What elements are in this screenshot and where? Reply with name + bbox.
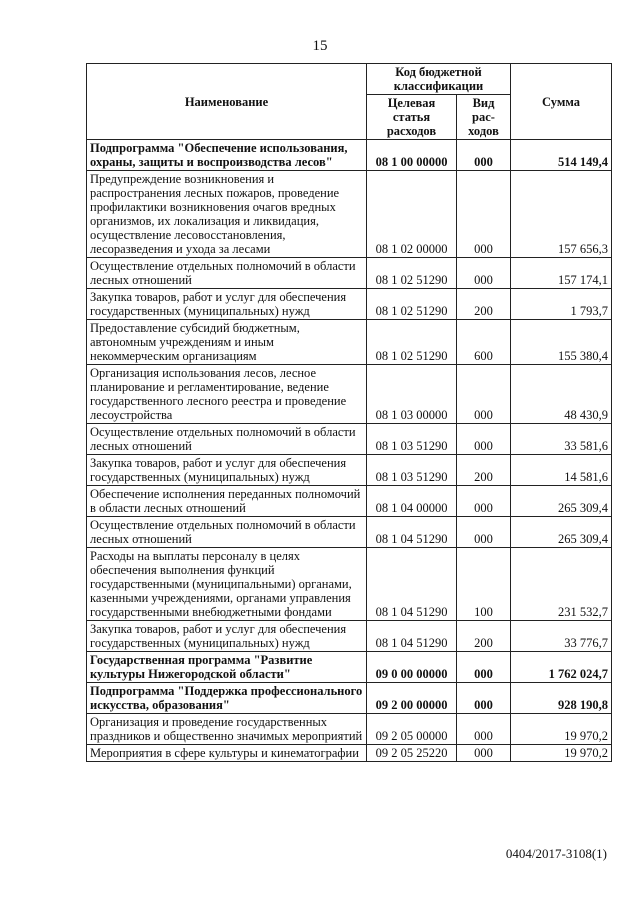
row-name: Подпрограмма "Поддержка профессионального искусства, образования": [87, 683, 367, 714]
row-expense-type: 000: [457, 683, 511, 714]
budget-table: [86, 63, 612, 762]
table-row: [87, 455, 612, 486]
header-name: Наименование: [87, 64, 367, 140]
table-row: [87, 289, 612, 320]
row-target-article: 09 2 05 00000: [367, 714, 457, 745]
row-target-article: 08 1 02 51290: [367, 320, 457, 365]
table-row: [87, 140, 612, 171]
row-sum: 33 581,6: [511, 424, 612, 455]
row-target-article: 09 2 00 00000: [367, 683, 457, 714]
table-row: [87, 652, 612, 683]
row-expense-type: 000: [457, 171, 511, 258]
table-row: [87, 171, 612, 258]
row-name: Организация и проведение государственных праздников и общественно значимых мероприятий: [87, 714, 367, 745]
row-target-article: 09 2 05 25220: [367, 745, 457, 762]
row-expense-type: 000: [457, 258, 511, 289]
row-name: Закупка товаров, работ и услуг для обеспечения государственных (муниципальных) нужд: [87, 455, 367, 486]
table-row: [87, 517, 612, 548]
row-sum: 1 793,7: [511, 289, 612, 320]
row-expense-type: 000: [457, 365, 511, 424]
table-row: [87, 714, 612, 745]
row-target-article: 08 1 04 51290: [367, 548, 457, 621]
row-name: Расходы на выплаты персоналу в целях обеспечения выполнения функций государственными (муниципальными) органами, казенными учреждениями, органами управления государственными внебюджетными фондами: [87, 548, 367, 621]
row-sum: 231 532,7: [511, 548, 612, 621]
table-row: [87, 365, 612, 424]
row-sum: 155 380,4: [511, 320, 612, 365]
row-expense-type: 200: [457, 621, 511, 652]
row-sum: 14 581,6: [511, 455, 612, 486]
row-name: Государственная программа "Развитие культуры Нижегородской области": [87, 652, 367, 683]
table-row: [87, 621, 612, 652]
row-target-article: 09 0 00 00000: [367, 652, 457, 683]
header-target-article: Целевая статья расходов: [367, 95, 457, 140]
row-sum: 514 149,4: [511, 140, 612, 171]
row-sum: 265 309,4: [511, 486, 612, 517]
row-target-article: 08 1 02 51290: [367, 289, 457, 320]
row-target-article: 08 1 02 00000: [367, 171, 457, 258]
row-expense-type: 000: [457, 517, 511, 548]
row-name: Закупка товаров, работ и услуг для обеспечения государственных (муниципальных) нужд: [87, 621, 367, 652]
row-sum: 157 174,1: [511, 258, 612, 289]
table-row: [87, 745, 612, 762]
row-name: Предупреждение возникновения и распространения лесных пожаров, проведение профилактики возникновения очагов вредных организмов, их локализация и ликвидация, осуществление лесовосстановления, лесоразведения и ухода за лесами: [87, 171, 367, 258]
page-number: 15: [312, 38, 328, 54]
row-sum: 19 970,2: [511, 714, 612, 745]
row-expense-type: 200: [457, 455, 511, 486]
budget-table-body: [87, 140, 612, 762]
row-sum: 33 776,7: [511, 621, 612, 652]
table-row: [87, 258, 612, 289]
header-sum: Сумма: [511, 64, 612, 140]
row-target-article: 08 1 03 51290: [367, 455, 457, 486]
table-row: [87, 320, 612, 365]
table-row: [87, 424, 612, 455]
document-code: 0404/2017-3108(1): [505, 846, 607, 861]
row-target-article: 08 1 02 51290: [367, 258, 457, 289]
row-expense-type: 000: [457, 140, 511, 171]
row-name: Обеспечение исполнения переданных полномочий в области лесных отношений: [87, 486, 367, 517]
row-expense-type: 000: [457, 714, 511, 745]
row-name: Осуществление отдельных полномочий в области лесных отношений: [87, 258, 367, 289]
row-name: Организация использования лесов, лесное планирование и регламентирование, ведение государственного лесного реестра и проведение лесоустройства: [87, 365, 367, 424]
row-sum: 928 190,8: [511, 683, 612, 714]
row-target-article: 08 1 03 51290: [367, 424, 457, 455]
row-name: Подпрограмма "Обеспечение использования, охраны, защиты и воспроизводства лесов": [87, 140, 367, 171]
row-expense-type: 600: [457, 320, 511, 365]
row-expense-type: 000: [457, 745, 511, 762]
row-sum: 1 762 024,7: [511, 652, 612, 683]
row-target-article: 08 1 04 51290: [367, 517, 457, 548]
row-target-article: 08 1 04 51290: [367, 621, 457, 652]
row-sum: 157 656,3: [511, 171, 612, 258]
row-name: Осуществление отдельных полномочий в области лесных отношений: [87, 424, 367, 455]
row-name: Мероприятия в сфере культуры и кинематографии: [87, 745, 367, 762]
row-target-article: 08 1 04 00000: [367, 486, 457, 517]
row-expense-type: 000: [457, 486, 511, 517]
row-expense-type: 000: [457, 424, 511, 455]
table-row: [87, 486, 612, 517]
row-sum: 265 309,4: [511, 517, 612, 548]
row-expense-type: 000: [457, 652, 511, 683]
row-target-article: 08 1 03 00000: [367, 365, 457, 424]
row-target-article: 08 1 00 00000: [367, 140, 457, 171]
row-name: Закупка товаров, работ и услуг для обеспечения государственных (муниципальных) нужд: [87, 289, 367, 320]
row-name: Предоставление субсидий бюджетным, автономным учреждениям и иным некоммерческим организациям: [87, 320, 367, 365]
header-expense-type: Вид рас-ходов: [457, 95, 511, 140]
row-expense-type: 100: [457, 548, 511, 621]
table-row: [87, 683, 612, 714]
header-classification: Код бюджетной классификации: [367, 64, 511, 95]
row-sum: 19 970,2: [511, 745, 612, 762]
row-sum: 48 430,9: [511, 365, 612, 424]
row-expense-type: 200: [457, 289, 511, 320]
row-name: Осуществление отдельных полномочий в области лесных отношений: [87, 517, 367, 548]
table-row: [87, 548, 612, 621]
